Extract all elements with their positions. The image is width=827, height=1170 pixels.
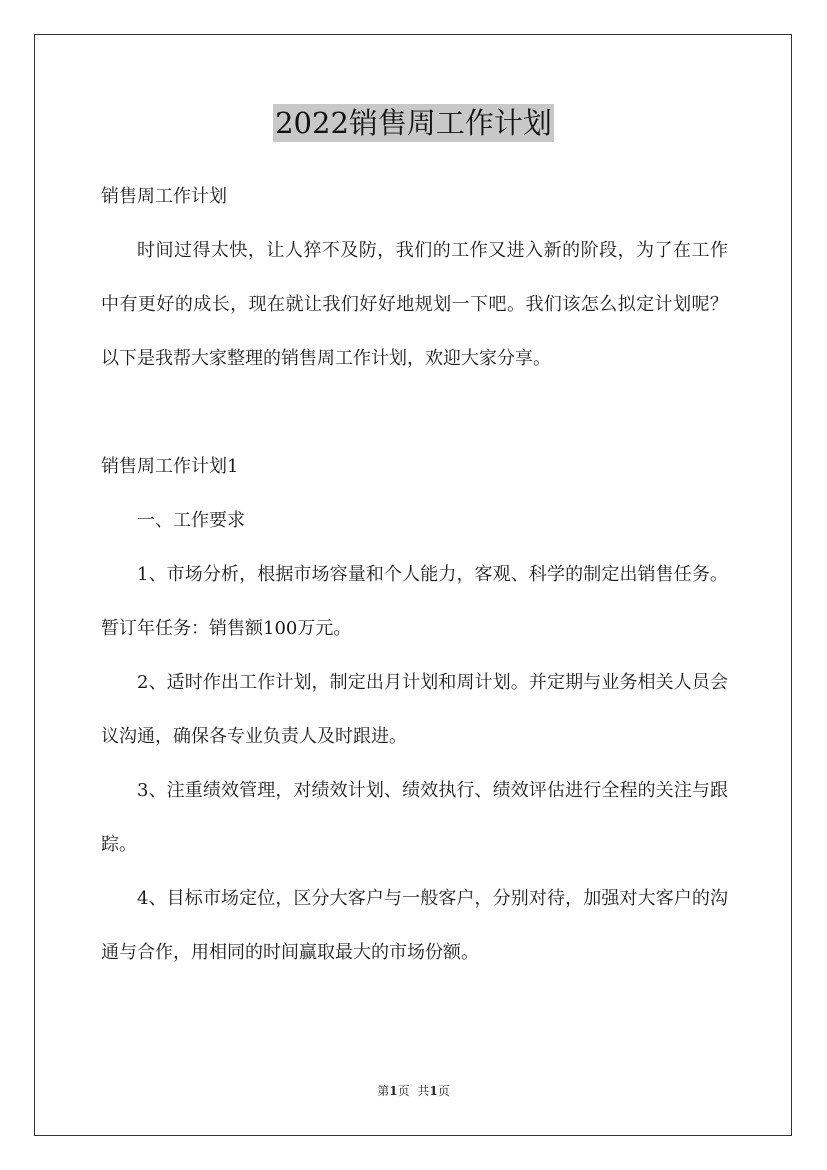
body-paragraph: 4、目标市场定位，区分大客户与一般客户，分别对待，加强对大客户的沟通与合作，用相同的时间赢取最大的市场份额。 <box>101 888 728 963</box>
total-suffix: 页 <box>437 1084 450 1098</box>
document-title: 2022销售周工作计划 <box>275 106 552 140</box>
page-number: 1 <box>389 1084 398 1098</box>
page-footer <box>0 1083 827 1099</box>
total-prefix: 共 <box>417 1084 430 1098</box>
intro-paragraph: 时间过得太快，让人猝不及防，我们的工作又进入新的阶段，为了在工作中有更好的成长，现在就让我们好好地规划一下吧。我们该怎么拟定计划呢？以下是我帮大家整理的销售周工作计划，欢迎大家分享。 <box>101 240 728 369</box>
blank-line <box>101 386 728 440</box>
body-paragraph: 3、注重绩效管理，对绩效计划、绩效执行、绩效评估进行全程的关注与跟踪。 <box>101 780 728 855</box>
section-heading: 销售周工作计划 <box>101 186 227 207</box>
page-prefix: 第 <box>377 1084 390 1098</box>
subsection-heading: 一、工作要求 <box>137 510 245 531</box>
page-suffix: 页 <box>397 1084 410 1098</box>
page-total: 1 <box>429 1084 438 1098</box>
document-body <box>101 170 728 980</box>
body-paragraph: 2、适时作出工作计划，制定出月计划和周计划。并定期与业务相关人员会议沟通，确保各专业负责人及时跟进。 <box>101 672 728 747</box>
body-paragraph: 1、市场分析，根据市场容量和个人能力，客观、科学的制定出销售任务。暂订年任务：销售额100万元。 <box>101 564 728 639</box>
section-heading: 销售周工作计划1 <box>101 456 239 477</box>
title-container <box>0 104 827 142</box>
